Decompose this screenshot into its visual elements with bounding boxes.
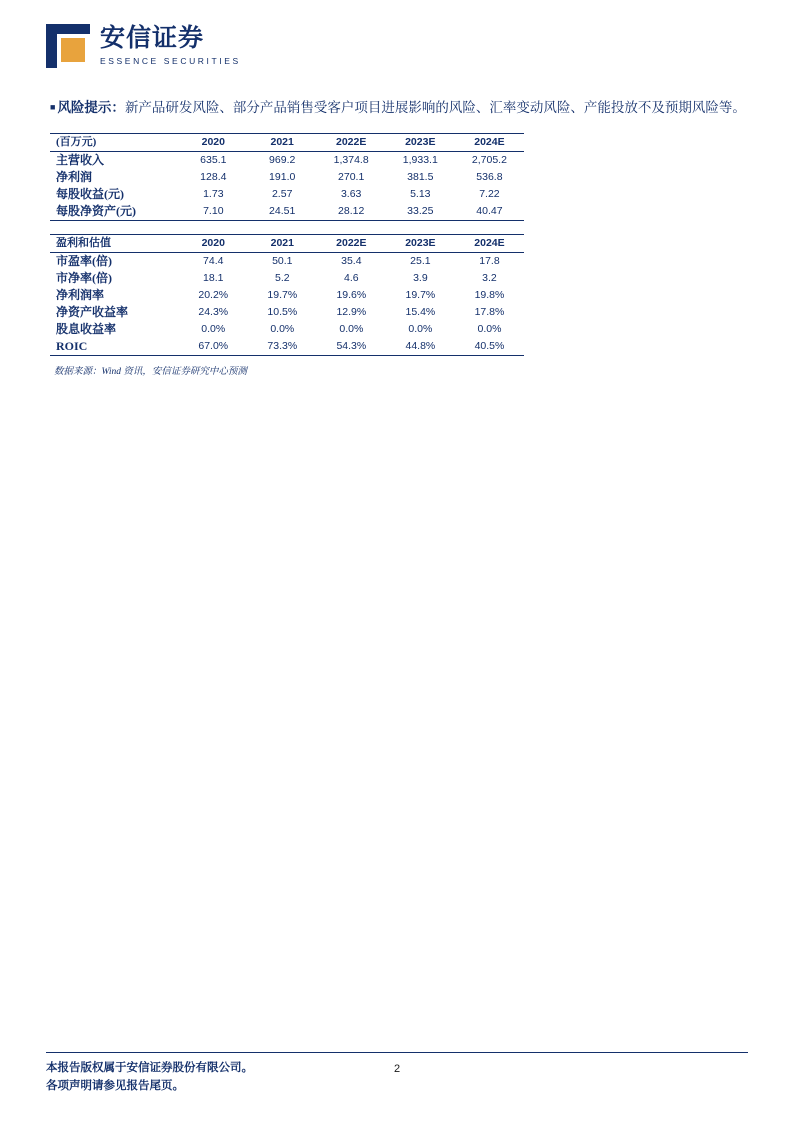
- cell-value: 3.63: [340, 188, 362, 200]
- cell-value: 19.7%: [405, 289, 436, 301]
- table-row: [50, 186, 524, 203]
- row-label: ROIC: [56, 339, 88, 353]
- table-row: [50, 321, 524, 338]
- source-note: 数据来源：Wind 资讯，安信证券研究中心预测: [54, 367, 247, 377]
- logo-text: [100, 22, 241, 67]
- footer-divider: [46, 1052, 748, 1053]
- table-row: [50, 169, 524, 186]
- cell-value: 24.3%: [198, 306, 229, 318]
- cell-value: 19.8%: [474, 289, 505, 301]
- cell-value: 0.0%: [477, 323, 502, 335]
- table-row: [50, 203, 524, 221]
- table-header-financials: [50, 134, 524, 152]
- page-number: 2: [393, 1063, 401, 1075]
- cell-value: 3.9: [413, 272, 428, 284]
- logo-bar-left: [46, 24, 57, 68]
- row-label: 净资产收益率: [56, 305, 129, 319]
- cell-value: 15.4%: [405, 306, 436, 318]
- column-header-2023e: 2023E: [405, 136, 436, 148]
- table-row: [50, 235, 524, 253]
- table-header-valuation: [50, 235, 524, 253]
- cell-value: 536.8: [476, 171, 503, 183]
- page-header: [46, 0, 748, 84]
- risk-label: 风险提示：: [57, 100, 125, 115]
- essence-securities-logo-icon: [46, 24, 90, 68]
- column-header-unit: (百万元): [56, 136, 97, 148]
- column-header-valuation: 盈利和估值: [56, 237, 111, 249]
- financial-tables: [50, 133, 524, 377]
- column-header-2023e: 2023E: [405, 237, 436, 249]
- logo-square: [61, 38, 85, 62]
- cell-value: 2,705.2: [471, 154, 507, 166]
- cell-value: 191.0: [269, 171, 296, 183]
- brand-name-cn: 安信证券: [100, 25, 205, 52]
- column-header-2024e: 2024E: [474, 136, 505, 148]
- cell-value: 1,933.1: [402, 154, 438, 166]
- cell-value: 17.8%: [474, 306, 505, 318]
- table-row: [50, 270, 524, 287]
- cell-value: 67.0%: [198, 340, 229, 352]
- cell-value: 0.0%: [270, 323, 295, 335]
- column-header-2021: 2021: [270, 237, 294, 249]
- column-header-2022e: 2022E: [336, 237, 367, 249]
- cell-value: 24.51: [269, 205, 296, 217]
- copyright-line-2: 各项声明请参见报告尾页。: [46, 1080, 184, 1092]
- page-footer: [46, 1052, 748, 1097]
- cell-value: 10.5%: [267, 306, 298, 318]
- column-header-2020: 2020: [201, 136, 225, 148]
- cell-value: 44.8%: [405, 340, 436, 352]
- row-label: 市盈率(倍): [56, 254, 112, 268]
- row-label: 净利润: [56, 170, 93, 184]
- column-header-2020: 2020: [201, 237, 225, 249]
- cell-value: 35.4: [341, 255, 362, 267]
- cell-value: 2.57: [271, 188, 293, 200]
- cell-value: 19.6%: [336, 289, 367, 301]
- row-label: 市净率(倍): [56, 271, 112, 285]
- row-label: 每股收益(元): [56, 187, 124, 201]
- table-row: [50, 304, 524, 321]
- cell-value: 0.0%: [339, 323, 364, 335]
- cell-value: 54.3%: [336, 340, 367, 352]
- row-label: 净利润率: [56, 288, 105, 302]
- cell-value: 1,374.8: [333, 154, 369, 166]
- risk-text: 新产品研发风险、部分产品销售受客户项目进展影响的风险、汇率变动风险、产能投放不及预期风险等。: [124, 100, 746, 115]
- logo-bar-top: [57, 24, 90, 34]
- forecast-table-financials: [50, 133, 524, 221]
- brand-name-en: ESSENCE SECURITIES: [100, 56, 241, 66]
- cell-value: 5.13: [410, 188, 431, 200]
- cell-value: 33.25: [407, 205, 434, 217]
- cell-value: 73.3%: [267, 340, 298, 352]
- bullet-icon: ■: [50, 102, 56, 112]
- cell-value: 28.12: [338, 205, 365, 217]
- column-header-2021: 2021: [270, 136, 294, 148]
- table-row: [50, 152, 524, 170]
- table-row: [50, 134, 524, 152]
- cell-value: 18.1: [203, 272, 224, 284]
- row-label: 每股净资产(元): [56, 204, 136, 218]
- table-body-financials: [50, 152, 524, 221]
- footer-content: [46, 1059, 748, 1097]
- cell-value: 969.2: [269, 154, 296, 166]
- cell-value: 128.4: [200, 171, 227, 183]
- cell-value: 0.0%: [408, 323, 433, 335]
- cell-value: 4.6: [344, 272, 359, 284]
- column-header-2022e: 2022E: [335, 136, 367, 148]
- table-body-valuation: [50, 253, 524, 356]
- row-label: 主营收入: [56, 153, 105, 167]
- cell-value: 50.1: [272, 255, 293, 267]
- cell-value: 5.2: [274, 272, 290, 284]
- cell-value: 270.1: [338, 171, 365, 183]
- cell-value: 12.9%: [336, 306, 367, 318]
- table-row: [50, 253, 524, 271]
- cell-value: 74.4: [203, 255, 224, 267]
- table-row: [50, 287, 524, 304]
- column-header-2024e: 2024E: [474, 237, 505, 249]
- cell-value: 19.7%: [267, 289, 298, 301]
- cell-value: 1.73: [203, 188, 224, 200]
- cell-value: 7.22: [479, 188, 500, 200]
- cell-value: 0.0%: [201, 323, 226, 335]
- forecast-table-valuation: [50, 234, 524, 356]
- risk-disclosure-paragraph: [50, 96, 748, 119]
- row-label: 股息收益率: [56, 322, 117, 336]
- cell-value: 7.10: [203, 205, 224, 217]
- cell-value: 40.47: [476, 205, 503, 217]
- cell-value: 3.2: [482, 272, 497, 284]
- cell-value: 20.2%: [198, 289, 229, 301]
- cell-value: 635.1: [200, 154, 227, 166]
- copyright-line-1: 本报告版权属于安信证券股份有限公司。: [46, 1062, 253, 1074]
- cell-value: 17.8: [479, 255, 500, 267]
- table-row: [50, 338, 524, 356]
- cell-value: 25.1: [410, 255, 431, 267]
- cell-value: 40.5%: [474, 340, 505, 352]
- cell-value: 381.5: [407, 171, 434, 183]
